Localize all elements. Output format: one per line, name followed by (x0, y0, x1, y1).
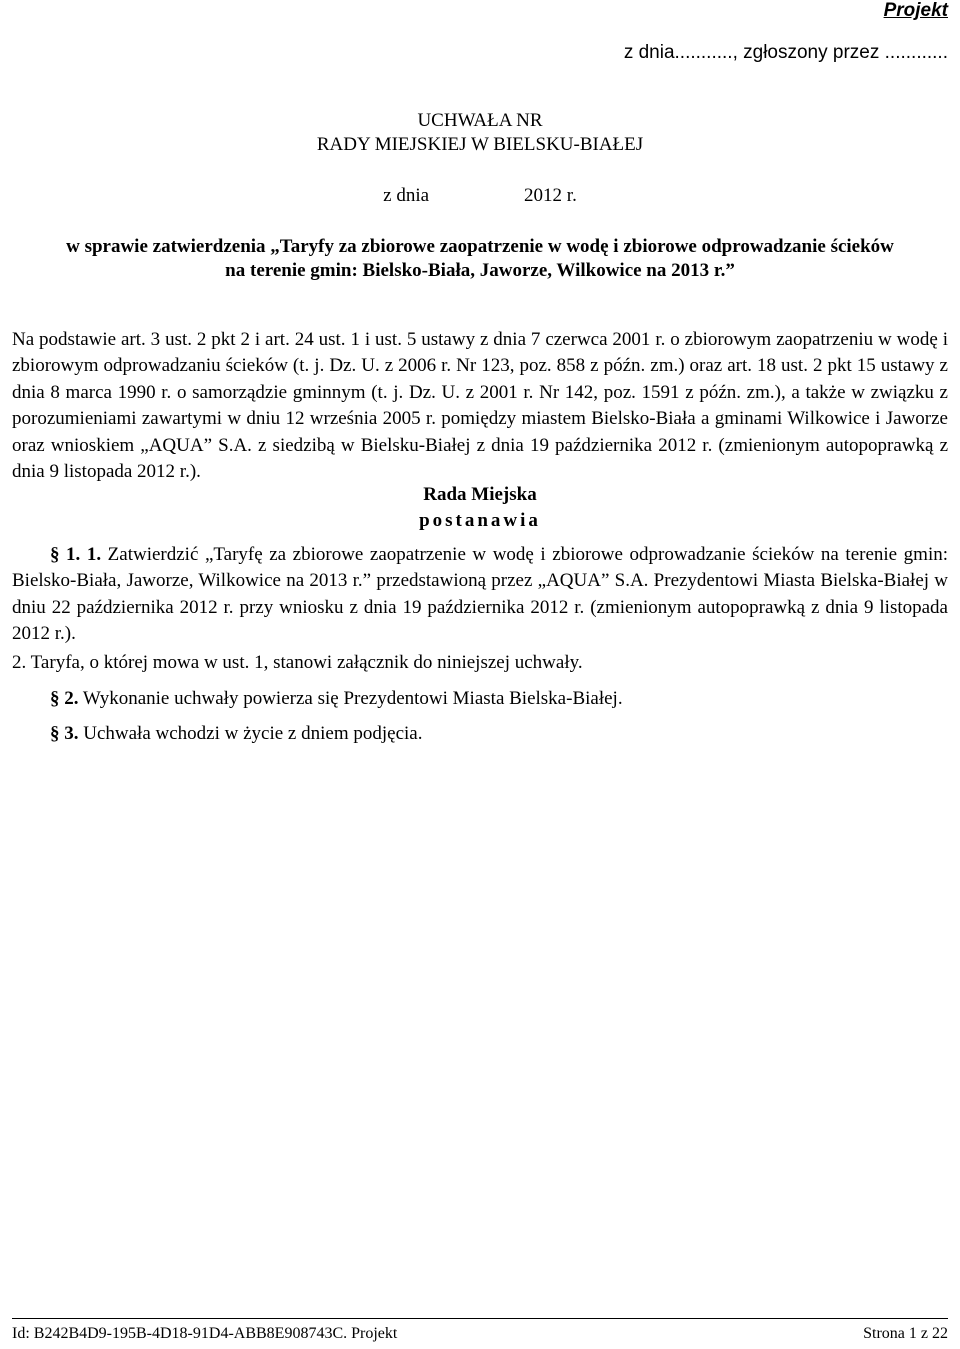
paragraph-2 (12, 686, 948, 712)
paragraph-1 (12, 542, 948, 648)
submission-line: z dnia..........., zgłoszony przez ............ (623, 42, 948, 63)
paragraph-3-text: Uchwała wchodzi w życie z dniem podjęcia. (78, 723, 423, 744)
paragraph-1-item-2: 2. Taryfa, o której mowa w ust. 1, stanowi załącznik do niniejszej uchwały. (12, 652, 583, 673)
council-heading: Rada Miejska (423, 484, 537, 505)
resolves-heading: postanawia (419, 510, 541, 531)
council-name: RADY MIEJSKIEJ W BIELSKU-BIAŁEJ (316, 134, 644, 155)
paragraph-1-text: Zatwierdzić „Taryfę za zbiorowe zaopatrzenie w wodę i zbiorowe odprowadzanie ścieków na terenie gmin: Bielsko-Biała, Jaworze, Wilkowice na 2013 r.” przedstawioną przez „AQUA” S.A. Prezydentowi Miasta Bielska-Białej w dniu 22 października 2012 r. przy wniosku z dnia 19 października 2012 r. (zmienionym autopoprawką z dnia 9 listopada 2012 r.). (12, 544, 948, 645)
resolution-date: z dnia 2012 r. (383, 185, 577, 206)
footer-divider (12, 1318, 948, 1319)
page-number: Strona 1 z 22 (863, 1325, 948, 1342)
document-id: Id: B242B4D9-195B-4D18-91D4-ABB8E908743C. Projekt (12, 1325, 398, 1342)
paragraph-1-mark: § 1. 1. (50, 544, 102, 565)
subject-line-2: na terenie gmin: Bielsko-Biała, Jaworze, Wilkowice na 2013 r.” (225, 260, 735, 281)
paragraph-3 (12, 721, 948, 747)
projekt-label: Projekt (883, 0, 948, 21)
paragraph-2-mark: § 2. (50, 688, 79, 709)
legal-basis-preamble: Na podstawie art. 3 ust. 2 pkt 2 i art. 24 ust. 1 i ust. 5 ustawy z dnia 7 czerwca 2001 r. o zbiorowym zaopatrzeniu w wodę i zbiorowym odprowadzaniu ścieków (t. j. Dz. U. z 2006 r. Nr 123, poz. 858 z późn. zm.) oraz art. 18 ust. 2 pkt 15 ustawy z dnia 8 marca 1990 r. o samorządzie gminnym (t. j. Dz. U. z 2001 r. Nr 142, poz. 1591 z późn. zm.), a także w związku z porozumieniami zawartymi w dniu 12 września 2005 r. pomiędzy miastem Bielsko-Biała a gminami Wilkowice i Jaworze oraz wnioskiem „AQUA” S.A. z siedzibą w Bielsku-Białej z dnia 19 października 2012 r. (zmienionym autopoprawką z dnia 9 listopada 2012 r.). (12, 329, 948, 483)
paragraph-2-text: Wykonanie uchwały powierza się Prezydentowi Miasta Bielska-Białej. (78, 688, 623, 709)
subject-line-1: w sprawie zatwierdzenia „Taryfy za zbiorowe zaopatrzenie w wodę i zbiorowe odprowadzanie ścieków (66, 236, 894, 257)
paragraph-3-mark: § 3. (50, 723, 79, 744)
resolution-title: UCHWAŁA NR (417, 110, 543, 131)
